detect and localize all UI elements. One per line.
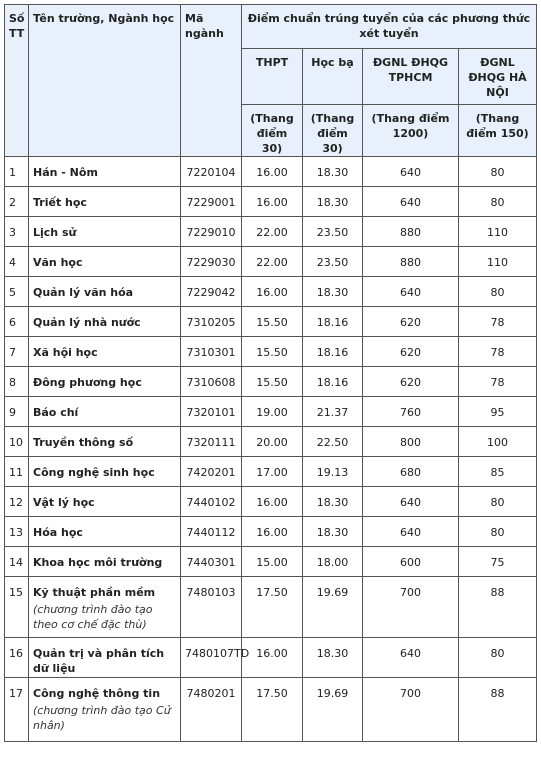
row-stt: 7: [5, 337, 29, 367]
row-score-hocba: 18.16: [303, 337, 363, 367]
row-major-name: [29, 577, 181, 638]
row-score-dgnl-hn: 80: [459, 157, 537, 187]
row-score-dgnl-hn: 110: [459, 217, 537, 247]
major-name: Vật lý học: [33, 496, 95, 509]
major-name: Xã hội học: [33, 346, 98, 359]
header-method-dgnl-hn: ĐGNL ĐHQG HÀ NỘI: [459, 49, 537, 105]
row-score-hocba: 18.30: [303, 517, 363, 547]
table-row: [5, 577, 537, 638]
table-row: [5, 217, 537, 247]
row-stt: 11: [5, 457, 29, 487]
major-name: Văn học: [33, 256, 83, 269]
row-score-dgnl-hn: 75: [459, 547, 537, 577]
major-name: Đông phương học: [33, 376, 142, 389]
row-stt: 1: [5, 157, 29, 187]
row-score-thpt: 15.50: [242, 337, 303, 367]
row-score-hocba: 23.50: [303, 217, 363, 247]
row-major-name: [29, 487, 181, 517]
row-major-name: [29, 307, 181, 337]
table-row: [5, 187, 537, 217]
table-row: [5, 638, 537, 678]
row-score-dgnl-hn: 80: [459, 517, 537, 547]
table-row: [5, 247, 537, 277]
row-major-name: [29, 277, 181, 307]
row-code: 7220104: [181, 157, 242, 187]
row-code: 7229030: [181, 247, 242, 277]
row-score-thpt: 17.50: [242, 678, 303, 742]
row-score-hocba: 18.30: [303, 277, 363, 307]
row-score-hocba: 18.30: [303, 638, 363, 678]
row-code: 7420201: [181, 457, 242, 487]
row-code: 7480107TD: [181, 638, 242, 678]
row-score-dgnl-hcm: 700: [363, 577, 459, 638]
major-name: Triết học: [33, 196, 87, 209]
row-score-hocba: 19.13: [303, 457, 363, 487]
header-method-hocba: Học bạ: [303, 49, 363, 105]
row-major-name: [29, 547, 181, 577]
header-group: Điểm chuẩn trúng tuyển của các phương thức xét tuyển: [242, 5, 537, 49]
header-scale-dgnl-hcm: (Thang điểm 1200): [363, 105, 459, 157]
row-score-thpt: 15.50: [242, 367, 303, 397]
row-score-dgnl-hn: 88: [459, 577, 537, 638]
major-name: Quản lý văn hóa: [33, 286, 134, 299]
header-method-dgnl-hcm: ĐGNL ĐHQG TPHCM: [363, 49, 459, 105]
table-row: [5, 367, 537, 397]
row-code: 7440112: [181, 517, 242, 547]
row-score-dgnl-hcm: 880: [363, 217, 459, 247]
major-name: Quản trị và phân tích dữ liệu: [33, 647, 165, 675]
row-score-dgnl-hcm: 640: [363, 277, 459, 307]
table-row: [5, 517, 537, 547]
table-row: [5, 487, 537, 517]
row-code: 7310608: [181, 367, 242, 397]
row-stt: 4: [5, 247, 29, 277]
table-row: [5, 678, 537, 742]
row-stt: 13: [5, 517, 29, 547]
row-score-dgnl-hcm: 640: [363, 517, 459, 547]
row-score-dgnl-hcm: 640: [363, 157, 459, 187]
row-score-thpt: 22.00: [242, 217, 303, 247]
row-score-thpt: 16.00: [242, 157, 303, 187]
row-score-dgnl-hn: 78: [459, 367, 537, 397]
row-score-hocba: 18.00: [303, 547, 363, 577]
header-scale-thpt: (Thang điểm 30): [242, 105, 303, 157]
table-body: [5, 157, 537, 742]
row-stt: 6: [5, 307, 29, 337]
row-score-hocba: 18.16: [303, 307, 363, 337]
row-score-hocba: 18.16: [303, 367, 363, 397]
row-score-thpt: 16.00: [242, 487, 303, 517]
header-stt: Số TT: [5, 5, 29, 157]
major-name: Công nghệ sinh học: [33, 466, 155, 479]
table-row: [5, 157, 537, 187]
row-score-dgnl-hcm: 640: [363, 187, 459, 217]
row-score-hocba: 18.30: [303, 187, 363, 217]
row-code: 7480201: [181, 678, 242, 742]
row-stt: 10: [5, 427, 29, 457]
admission-scores-table: [4, 4, 537, 742]
row-score-dgnl-hn: 80: [459, 487, 537, 517]
major-note: (chương trình đào tạo theo cơ chế đặc thù): [33, 603, 153, 631]
row-stt: 5: [5, 277, 29, 307]
row-score-dgnl-hcm: 700: [363, 678, 459, 742]
row-major-name: [29, 157, 181, 187]
row-score-thpt: 16.00: [242, 277, 303, 307]
row-score-thpt: 20.00: [242, 427, 303, 457]
header-method-thpt: THPT: [242, 49, 303, 105]
row-score-dgnl-hn: 78: [459, 307, 537, 337]
row-code: 7480103: [181, 577, 242, 638]
row-score-dgnl-hcm: 640: [363, 487, 459, 517]
row-score-dgnl-hn: 80: [459, 277, 537, 307]
row-score-thpt: 17.50: [242, 577, 303, 638]
row-major-name: [29, 247, 181, 277]
row-stt: 8: [5, 367, 29, 397]
row-major-name: [29, 517, 181, 547]
table-row: [5, 397, 537, 427]
row-code: 7229010: [181, 217, 242, 247]
major-name: Quản lý nhà nước: [33, 316, 141, 329]
row-score-dgnl-hn: 95: [459, 397, 537, 427]
row-score-thpt: 17.00: [242, 457, 303, 487]
row-score-thpt: 16.00: [242, 517, 303, 547]
row-score-hocba: 18.30: [303, 487, 363, 517]
row-major-name: [29, 217, 181, 247]
row-score-thpt: 19.00: [242, 397, 303, 427]
row-stt: 14: [5, 547, 29, 577]
major-note: (chương trình đào tạo Cử nhân): [33, 704, 171, 732]
table-header: [5, 5, 537, 157]
row-score-dgnl-hcm: 800: [363, 427, 459, 457]
row-score-hocba: 22.50: [303, 427, 363, 457]
row-major-name: [29, 427, 181, 457]
row-score-dgnl-hcm: 620: [363, 367, 459, 397]
row-code: 7229042: [181, 277, 242, 307]
table-row: [5, 337, 537, 367]
row-score-dgnl-hn: 78: [459, 337, 537, 367]
header-name: Tên trường, Ngành học: [29, 5, 181, 157]
row-stt: 2: [5, 187, 29, 217]
row-score-dgnl-hn: 88: [459, 678, 537, 742]
header-scale-dgnl-hn: (Thang điểm 150): [459, 105, 537, 157]
row-score-dgnl-hn: 85: [459, 457, 537, 487]
major-name: Hán - Nôm: [33, 166, 98, 179]
header-scale-hocba: (Thang điểm 30): [303, 105, 363, 157]
row-score-dgnl-hn: 110: [459, 247, 537, 277]
row-score-dgnl-hn: 80: [459, 638, 537, 678]
row-stt: 17: [5, 678, 29, 742]
row-stt: 3: [5, 217, 29, 247]
row-stt: 15: [5, 577, 29, 638]
row-score-dgnl-hcm: 880: [363, 247, 459, 277]
row-score-thpt: 16.00: [242, 638, 303, 678]
row-code: 7440301: [181, 547, 242, 577]
major-name: Công nghệ thông tin: [33, 687, 161, 700]
row-score-dgnl-hcm: 620: [363, 337, 459, 367]
major-name: Báo chí: [33, 406, 79, 419]
row-major-name: [29, 337, 181, 367]
row-major-name: [29, 367, 181, 397]
major-name: Lịch sử: [33, 226, 77, 239]
row-score-dgnl-hcm: 760: [363, 397, 459, 427]
row-code: 7440102: [181, 487, 242, 517]
row-code: 7320101: [181, 397, 242, 427]
row-major-name: [29, 638, 181, 678]
row-score-hocba: 23.50: [303, 247, 363, 277]
row-major-name: [29, 678, 181, 742]
row-score-hocba: 18.30: [303, 157, 363, 187]
row-stt: 9: [5, 397, 29, 427]
row-score-dgnl-hcm: 680: [363, 457, 459, 487]
row-score-thpt: 15.50: [242, 307, 303, 337]
row-code: 7320111: [181, 427, 242, 457]
row-score-hocba: 19.69: [303, 577, 363, 638]
table-row: [5, 427, 537, 457]
table-row: [5, 277, 537, 307]
header-code: Mã ngành: [181, 5, 242, 157]
row-code: 7310205: [181, 307, 242, 337]
major-name: Kỹ thuật phần mềm: [33, 586, 156, 599]
row-score-dgnl-hn: 80: [459, 187, 537, 217]
row-stt: 16: [5, 638, 29, 678]
row-code: 7310301: [181, 337, 242, 367]
row-score-thpt: 16.00: [242, 187, 303, 217]
row-score-hocba: 21.37: [303, 397, 363, 427]
row-stt: 12: [5, 487, 29, 517]
row-major-name: [29, 397, 181, 427]
row-score-dgnl-hcm: 640: [363, 638, 459, 678]
row-score-dgnl-hcm: 620: [363, 307, 459, 337]
row-score-thpt: 15.00: [242, 547, 303, 577]
row-score-thpt: 22.00: [242, 247, 303, 277]
table-row: [5, 457, 537, 487]
row-code: 7229001: [181, 187, 242, 217]
row-score-hocba: 19.69: [303, 678, 363, 742]
row-major-name: [29, 187, 181, 217]
major-name: Khoa học môi trường: [33, 556, 163, 569]
major-name: Truyền thông số: [33, 436, 134, 449]
row-score-dgnl-hcm: 600: [363, 547, 459, 577]
row-major-name: [29, 457, 181, 487]
major-name: Hóa học: [33, 526, 83, 539]
row-score-dgnl-hn: 100: [459, 427, 537, 457]
table-row: [5, 547, 537, 577]
table-row: [5, 307, 537, 337]
